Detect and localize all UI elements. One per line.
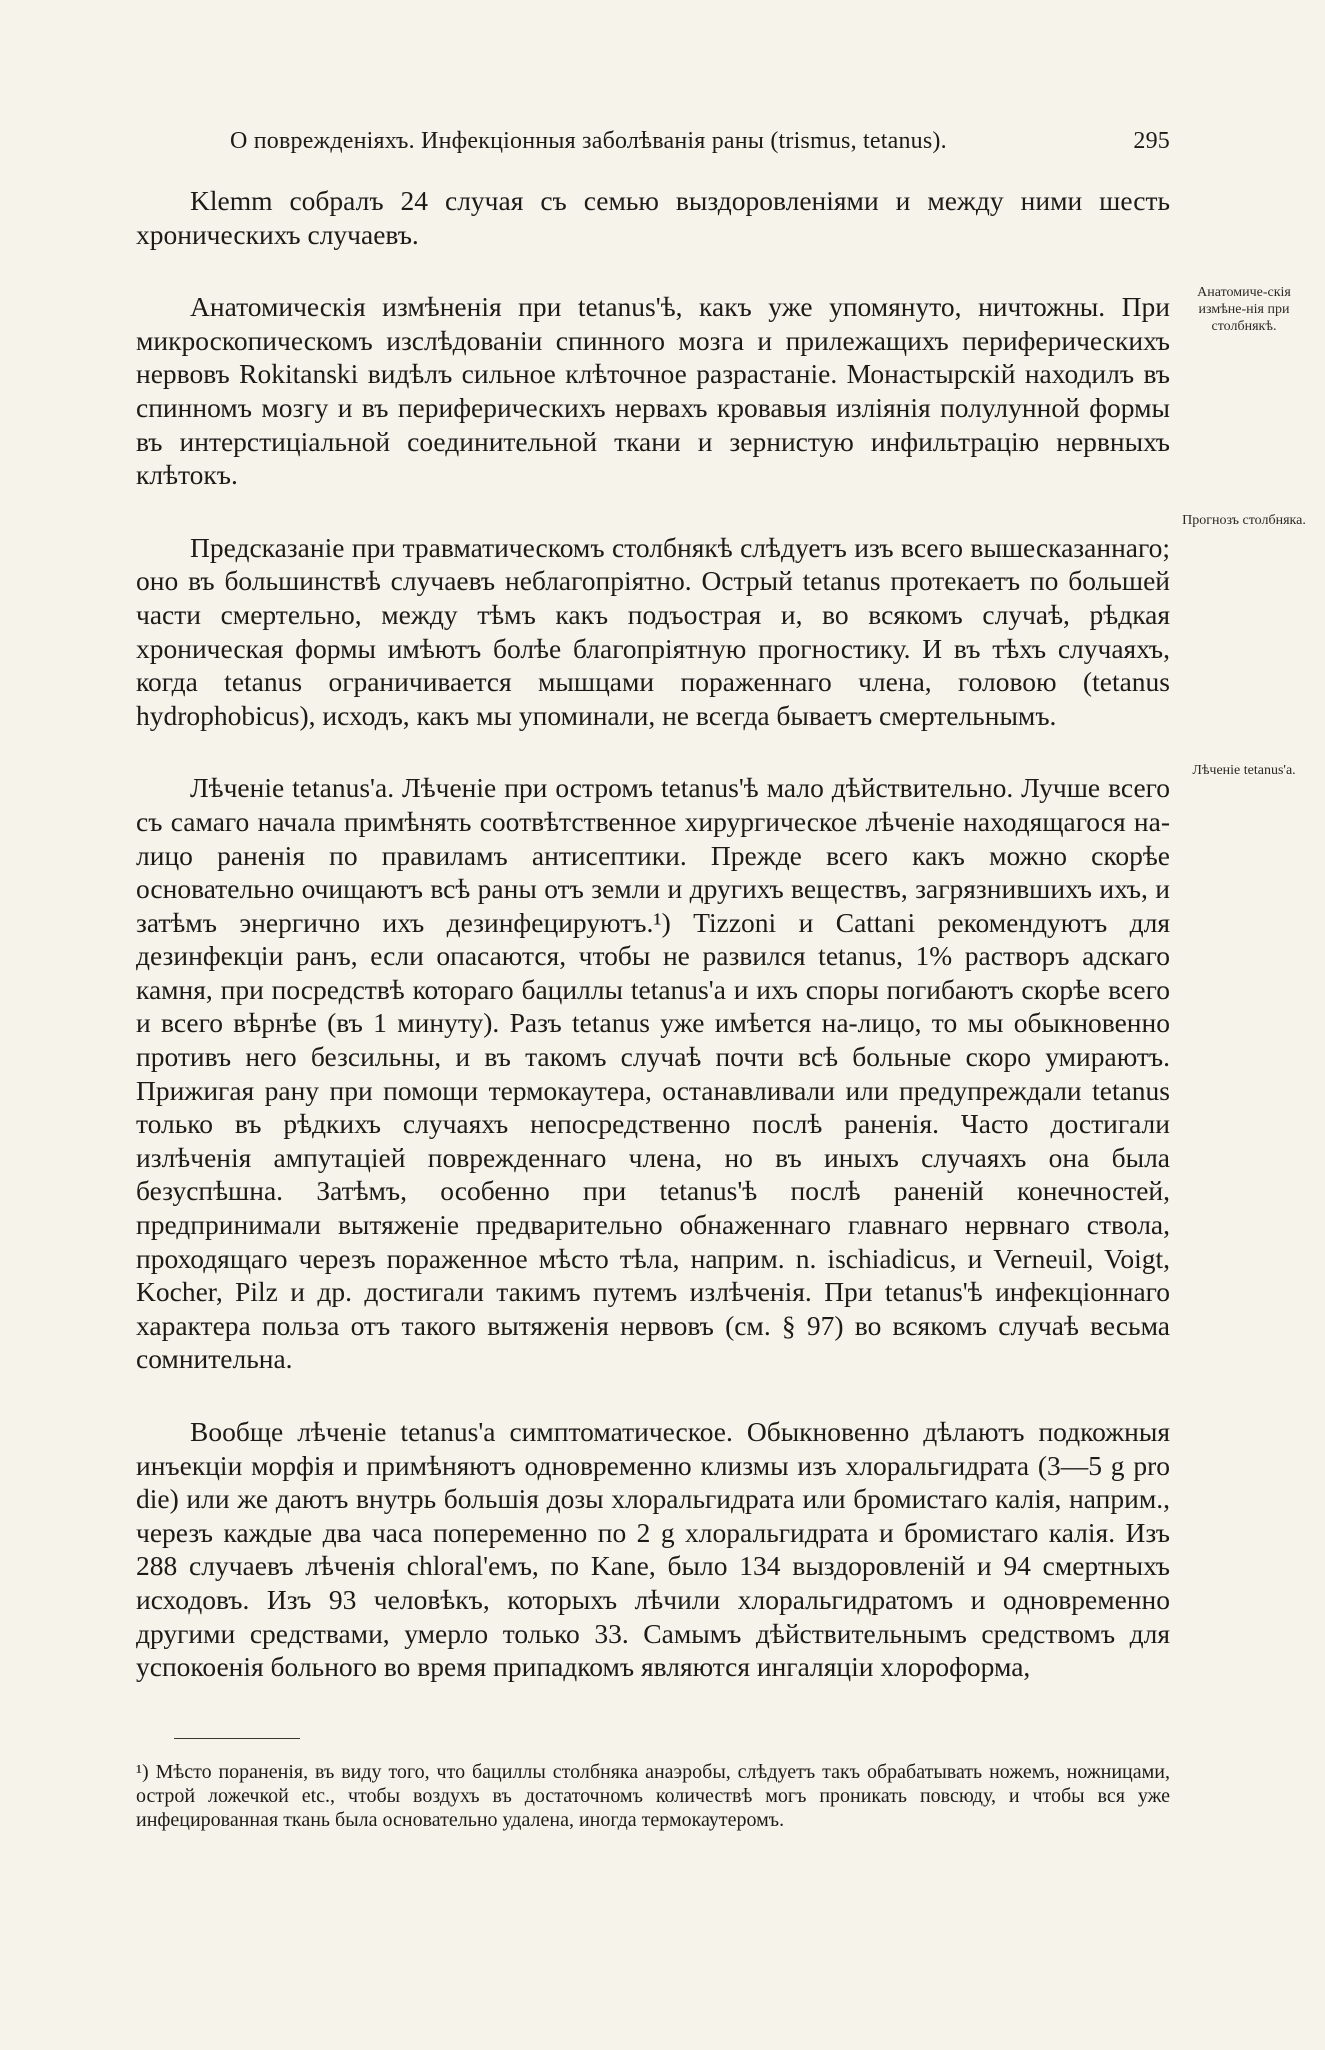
running-title: О поврежденіяхъ. Инфекціонныя заболѣванія раны (trismus, tetanus). bbox=[230, 128, 947, 154]
margin-note-prognosis: Прогнозъ столбняка. bbox=[1182, 513, 1306, 528]
running-header bbox=[230, 128, 1170, 155]
paragraph-prognosis: Предсказаніе при травматическомъ столбнякѣ слѣдуетъ изъ всего вышесказаннаго; оно въ большинствѣ случаевъ неблагопріятно. Острый tetanus протекаетъ по большей части смертельно, между тѣмъ какъ подъострая и, во всякомъ случаѣ, рѣдкая хроническая формы имѣютъ болѣе благопріятную прогностику. И въ тѣхъ случаяхъ, когда tetanus ограничивается мышцами пораженнаго члена, головою (tetanus hydrophobicus), исходъ, какъ мы упоминали, не всегда бываетъ смертельнымъ. bbox=[136, 531, 1170, 731]
paragraph-treatment: Лѣченіе tetanus'а. Лѣченіе при остромъ tetanus'ѣ мало дѣйствительно. Лучше всего съ самаго начала примѣнять соотвѣтственное хирургическое лѣченіе находящагося на-лицо раненія по правиламъ антисептики. Прежде всего какъ можно скорѣе основательно очищаютъ всѣ раны отъ земли и другихъ веществъ, загрязнившихъ ихъ, и затѣмъ энергично ихъ дезинфецируютъ.¹) Tizzoni и Cattani рекомендуютъ для дезинфекціи ранъ, если опасаются, чтобы не развился tetanus, 1% растворъ адскаго камня, при посредствѣ котораго бациллы tetanus'а и ихъ споры погибаютъ скорѣе всего и всего вѣрнѣе (въ 1 минуту). Разъ tetanus уже имѣется на-лицо, то мы обыкновенно противъ него безсильны, и въ такомъ случаѣ почти всѣ больные скоро умираютъ. Прижигая рану при помощи термокаутера, останавливали или предупреждали tetanus только въ рѣдкихъ случаяхъ непосредственно послѣ раненія. Часто достигали излѣченія ампутаціей поврежденнаго члена, но въ иныхъ случаяхъ она была безуспѣшна. Затѣмъ, особенно при tetanus'ѣ послѣ раненій конечностей, предпринимали вытяженіе предварительно обнаженнаго главнаго нервнаго ствола, проходящаго черезъ пораженное мѣсто тѣла, наприм. n. ischiadicus, и Verneuil, Voigt, Kocher, Pilz и др. достигали такимъ путемъ излѣченія. При tetanus'ѣ инфекціоннаго характера польза отъ такого вытяженія нервовъ (см. § 97) во всякомъ случаѣ весьма сомнительна. bbox=[136, 772, 1170, 1375]
margin-note-treatment: Лѣченіе tetanus'а. bbox=[1192, 763, 1296, 778]
paragraph-anatomy: Анатомическія измѣненія при tetanus'ѣ, какъ уже упомянуто, ничтожны. При микроскопическомъ изслѣдованіи спинного мозга и прилежащихъ периферическихъ нервовъ Rokitanski видѣлъ сильное клѣточное разрастаніе. Монастырскій находилъ въ спинномъ мозгу и въ периферическихъ нервахъ кровавыя изліянія полулунной формы въ интерстиціальной соединительной ткани и зернистую инфильтрацію нервныхъ клѣтокъ. bbox=[136, 291, 1170, 491]
margin-note-anatomy: Анатомиче-скія измѣне-нія при столбнякѣ. bbox=[1197, 285, 1291, 334]
main-text bbox=[136, 184, 1170, 1684]
footnote-divider bbox=[174, 1738, 300, 1739]
page-number: 295 bbox=[1133, 128, 1170, 154]
footnote: ¹) Мѣсто пораненія, въ виду того, что бациллы столбняка анаэробы, слѣдуетъ такъ обрабатывать ножемъ, ножницами, острой ложечкой etc., чтобы воздухъ въ достаточномъ количествѣ могъ проникать повсюду, и чтобы вся уже инфецированная ткань была основательно удалена, иногда термокаутеромъ. bbox=[136, 1761, 1170, 1831]
paragraph-symptomatic: Вообще лѣченіе tetanus'а симптоматическое. Обыкновенно дѣлаютъ подкожныя инъекціи морфія и примѣняютъ одновременно клизмы изъ хлоральгидрата (3—5 g pro die) или же даютъ внутрь большія дозы хлоральгидрата или бромистаго калія, наприм., черезъ каждые два часа попеременно по 2 g хлоральгидрата и бромистаго калія. Изъ 288 случаевъ лѣченія chloral'емъ, по Kane, было 134 выздоровленій и 94 смертныхъ исходовъ. Изъ 93 человѣкъ, которыхъ лѣчили хлоральгидратомъ и одновременно другими средствами, умерло только 33. Самымъ дѣйствительнымъ средствомъ для успокоенія больного во время припадкомъ являются ингаляціи хлороформа, bbox=[136, 1416, 1170, 1683]
paragraph-klemm: Klemm собралъ 24 случая съ семью выздоровленіями и между ними шесть хроническихъ случаевъ. bbox=[136, 185, 1170, 250]
